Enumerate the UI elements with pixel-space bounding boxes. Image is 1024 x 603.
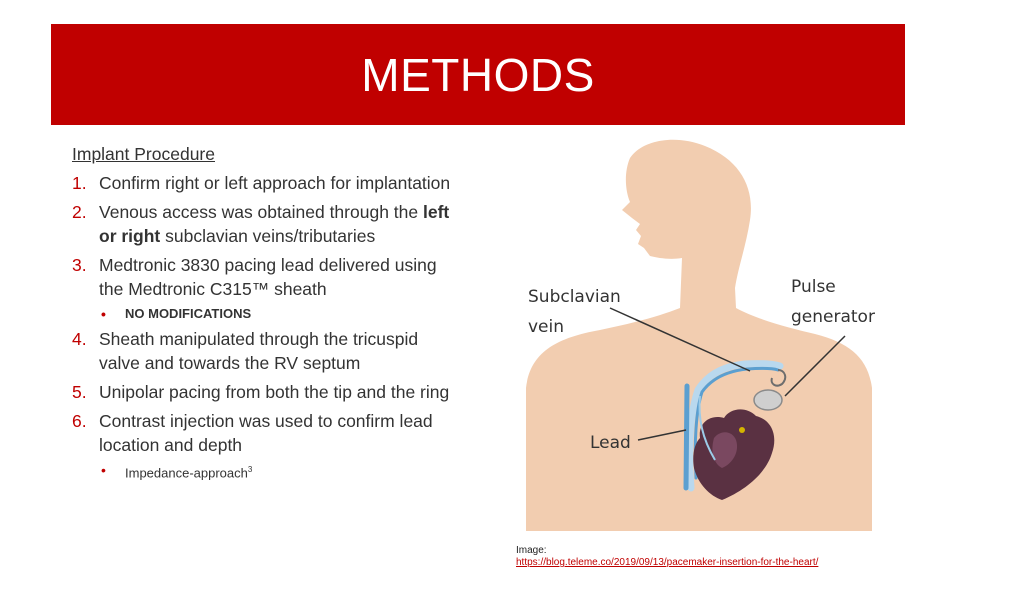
sub-bullet [72,305,462,323]
sub-bullet-text: Impedance-approach [125,465,248,481]
bullet-icon: • [101,306,106,322]
label-generator: generator [791,307,875,327]
step-text: Confirm right or left approach for implantation [99,173,451,193]
section-heading: Implant Procedure [72,144,215,164]
step-number: 1. [72,173,87,193]
step-text: Unipolar pacing from both the tip and the ring [99,382,450,402]
reference-number: 3 [247,465,253,474]
label-subclavian: Subclavian [528,287,621,307]
step-item-6 [72,409,462,457]
step-item-5 [72,380,462,404]
step-text: Sheath manipulated through the tricuspid valve and towards the RV septum [99,329,419,373]
step-text: subclavian veins/tributaries [160,226,376,246]
caption-label: Image: [516,545,547,556]
vena-cava [686,386,687,488]
sub-bullet [72,461,462,482]
step-number: 5. [72,382,87,402]
sub-bullet-text: NO MODIFICATIONS [125,306,252,321]
step-item-1 [72,171,462,195]
label-pulse: Pulse [791,277,836,297]
step-number: 4. [72,329,87,349]
bullet-icon: • [101,462,106,478]
step-number: 6. [72,411,87,431]
title-banner [51,24,905,125]
pulse-generator-device [754,390,782,410]
image-caption [516,545,818,569]
pacemaker-illustration [510,138,890,538]
procedure-list [72,142,462,486]
step-item-3 [72,253,462,301]
step-item-4 [72,327,462,375]
step-text: Medtronic 3830 pacing lead delivered using the Medtronic C315™ sheath [99,255,437,299]
step-text-bold: left or right [99,202,450,246]
heart-highlight [739,427,745,433]
page-title: METHODS [361,48,595,101]
step-item-2 [72,200,462,248]
source-link[interactable]: https://blog.teleme.co/2019/09/13/pacemaker-insertion-for-the-heart/ [516,557,819,568]
step-text: Venous access was obtained through the [99,202,423,222]
label-vein: vein [528,317,565,337]
step-text: Contrast injection was used to confirm lead location and depth [99,411,433,455]
step-number: 2. [72,202,87,222]
label-lead: Lead [590,433,631,453]
step-number: 3. [72,255,87,275]
